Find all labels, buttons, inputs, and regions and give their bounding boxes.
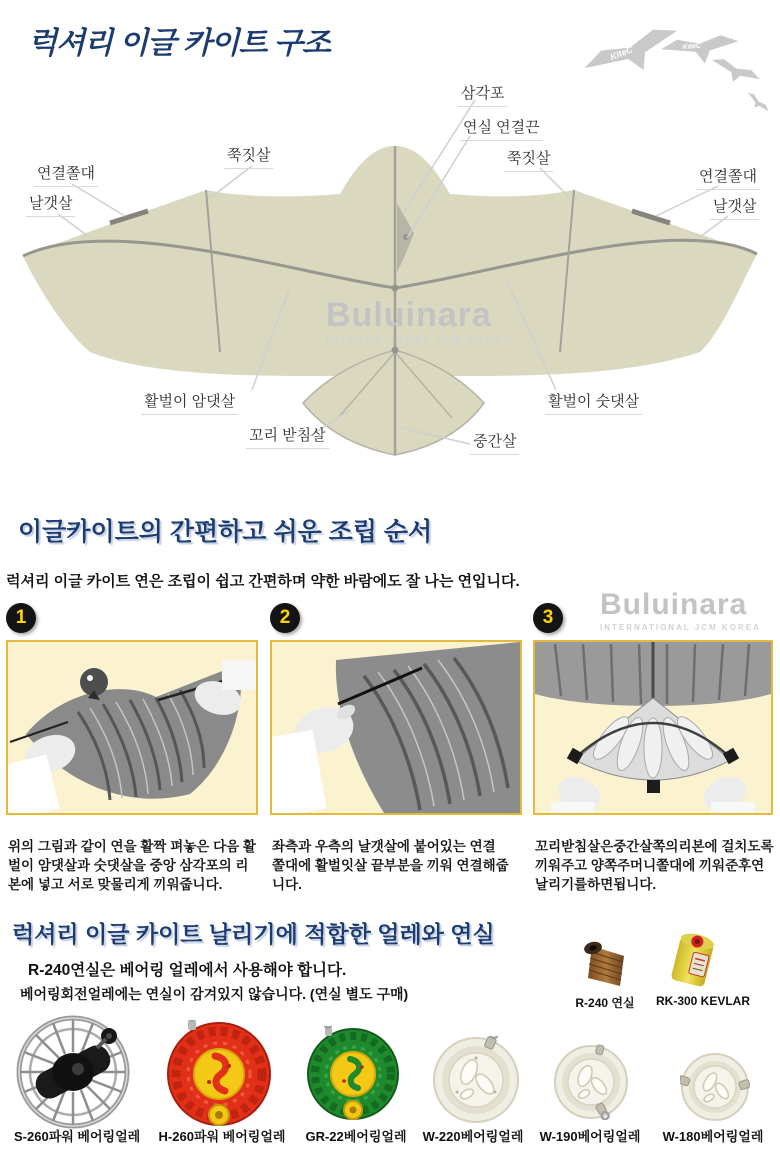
label-triangle-cloth: 삼각포 — [458, 82, 507, 107]
assembly-intro: 럭셔리 이글 카이트 연은 조립이 쉽고 간편하며 약한 바람에도 잘 나는 연입니다. — [6, 573, 520, 590]
label-tail-support: 꼬리 받침살 — [246, 424, 329, 449]
kite-logo-text: KiteC — [608, 44, 635, 63]
reel-w180-label: W-180베어링얼레 — [662, 1129, 764, 1144]
step2-caption: 좌측과 우측의 날갯살에 붙어있는 연결 쫄대에 활벌잇살 끝부분을 끼워 연결해줍니다. — [272, 839, 509, 892]
reel-w180-icon — [680, 1052, 750, 1122]
watermark-sub: INTERNATIONAL JCM KOREA — [326, 335, 513, 345]
watermark-title: Buluinara — [326, 296, 492, 334]
reels-note1: R-240연실은 베어링 얼레에서 사용해야 합니다. — [28, 962, 347, 979]
reel-s260-label: S-260파워 베어링얼레 — [14, 1129, 141, 1144]
step2-illustration-icon — [272, 642, 520, 813]
spool-rk300-label: RK-300 KEVLAR — [655, 994, 751, 1008]
label-wing-strut-left: 쭉짓살 — [224, 144, 273, 169]
watermark-title-2: Buluinara — [600, 588, 748, 621]
step2-badge: 2 — [270, 603, 300, 633]
label-wing-spar-left: 날갯살 — [26, 192, 75, 217]
assembly-watermark — [600, 590, 761, 632]
reel-w220-icon — [432, 1036, 520, 1124]
label-connector-left: 연결쫄대 — [34, 162, 98, 187]
reel-h260-icon — [165, 1020, 273, 1128]
reel-h260-label: H-260파워 베어링얼레 — [158, 1129, 286, 1144]
step3-badge: 3 — [533, 603, 563, 633]
label-connector-right: 연결쫄대 — [696, 165, 760, 190]
spool-rk300-icon — [664, 928, 722, 990]
kite-logo-text-2: KiteC — [682, 42, 702, 52]
spool-r240-label: R-240 연실 — [575, 996, 635, 1010]
spool-r240-icon — [578, 936, 634, 992]
kite-diagram — [0, 0, 780, 470]
assembly-heading: 이글카이트의 간편하고 쉬운 조립 순서 — [18, 518, 433, 546]
label-bow-female: 활벌이 암댓살 — [141, 390, 238, 415]
reel-s260-icon — [16, 1015, 130, 1129]
step1-badge: 1 — [6, 603, 36, 633]
page-title: 럭셔리 이글 카이트 구조 — [28, 27, 330, 60]
step1-illustration-icon — [8, 642, 256, 813]
label-middle-spar: 중간살 — [470, 430, 519, 455]
reel-w190-label: W-190베어링얼레 — [539, 1129, 641, 1144]
label-wing-spar-right: 날갯살 — [710, 195, 759, 220]
step2-photo — [270, 640, 522, 815]
reels-heading: 럭셔리 이글 카이트 날리기에 적합한 얼레와 연실 — [12, 921, 495, 947]
step1-caption: 위의 그림과 같이 연을 활짝 펴놓은 다음 활벌이 암댓살과 숫댓살을 중앙 삼각포의 리본에 넣고 서로 맞물리게 끼워줍니다. — [8, 839, 256, 892]
step3-caption: 꼬리받침살은중간살쪽의리본에 걸치도록끼워주고 양쪽주머니쫄대에 끼워준후연날리기를하면됩니다. — [535, 839, 774, 892]
label-bow-male: 활벌이 숫댓살 — [545, 390, 642, 415]
step3-photo — [533, 640, 773, 815]
watermark-sub-2: INTERNATIONAL JCM KOREA — [600, 623, 761, 632]
reel-w220-label: W-220베어링얼레 — [422, 1129, 524, 1144]
diagram-watermark — [326, 298, 513, 345]
reels-note2: 베어링회전얼레에는 연실이 감겨있지 않습니다. (연실 별도 구매) — [20, 986, 409, 1002]
label-line-tie: 연실 연결끈 — [460, 116, 543, 141]
step3-illustration-icon — [535, 642, 771, 813]
reel-gr22-label: GR-22베어링얼레 — [305, 1129, 407, 1144]
label-wing-strut-right: 쭉짓살 — [504, 147, 553, 172]
reel-gr22-icon — [305, 1026, 401, 1122]
reel-w190-icon — [553, 1044, 629, 1120]
step1-photo — [6, 640, 258, 815]
